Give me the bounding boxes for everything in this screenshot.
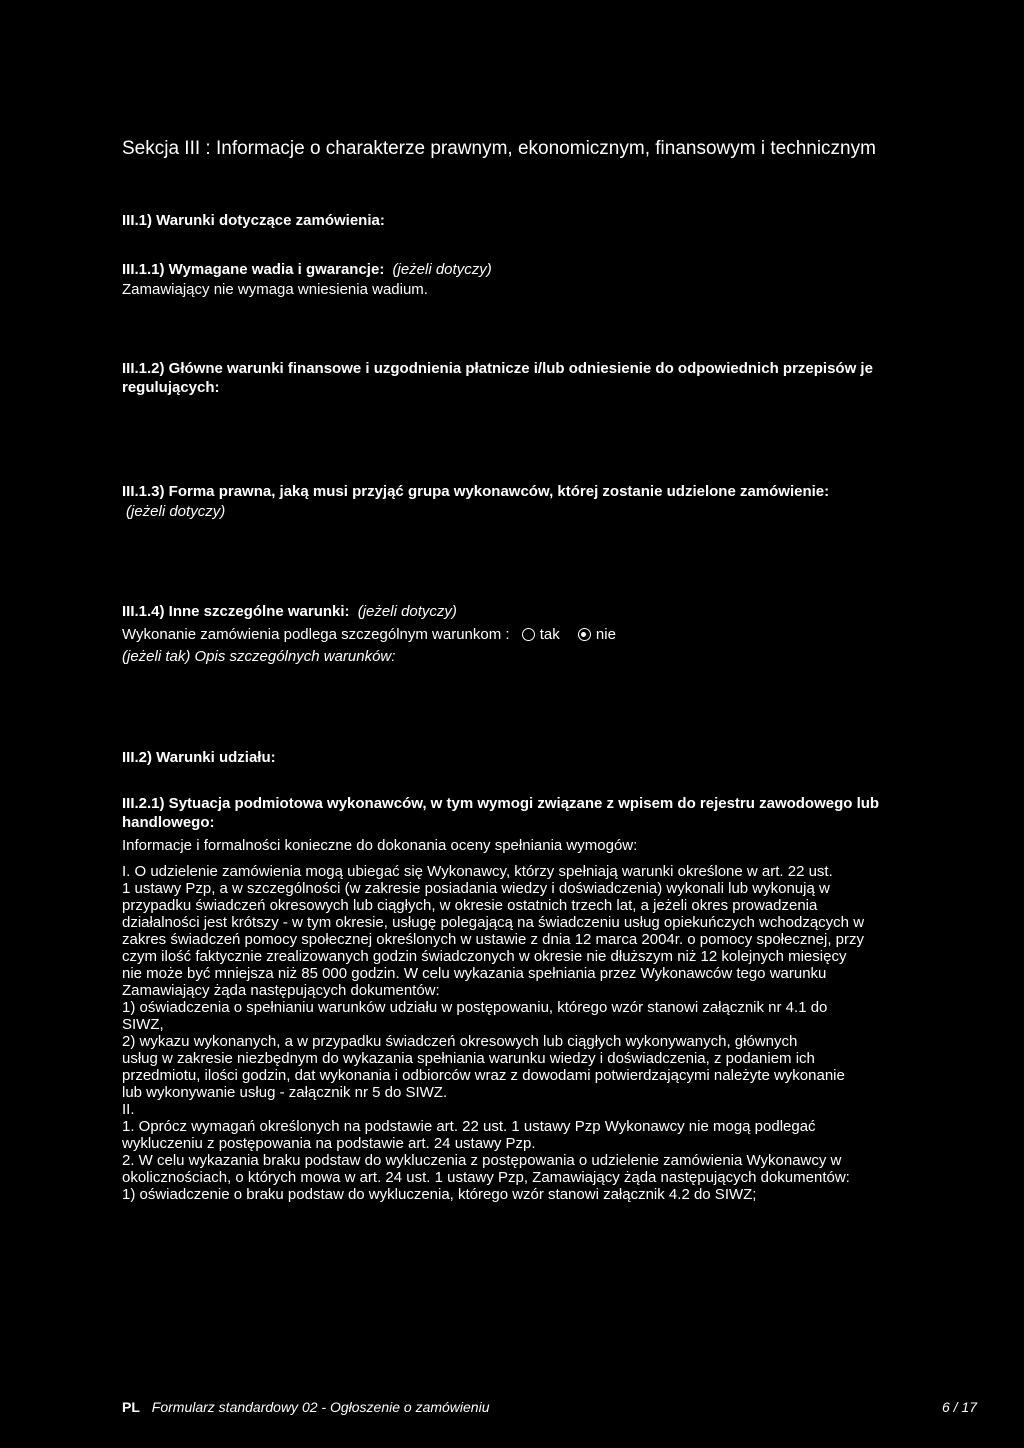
body-line: okolicznościach, o których mowa w art. 24 ust. 1 ustawy Pzp, Zamawiający żąda następujących dokumentów: xyxy=(122,1169,850,1186)
footer-form-name: Formularz standardowy 02 - Ogłoszenie o zamówieniu xyxy=(151,1399,490,1415)
body-line: działalności jest krótszy - w tym okresie, usługę polegającą na świadczeniu usług opiekuńczych wchodzących w xyxy=(122,914,865,931)
heading-iii-1-4-note: (jeżeli dotyczy) xyxy=(357,603,457,620)
radio-option-tak[interactable] xyxy=(522,626,564,643)
body-line: 1) oświadczenia o spełnianiu warunków udziału w postępowaniu, którego wzór stanowi załącznik nr 4.1 do xyxy=(122,999,828,1016)
body-line: lub wykonywanie usług - załącznik nr 5 do SIWZ. xyxy=(122,1084,448,1101)
body-line: SIWZ, xyxy=(122,1016,164,1033)
body-line: 1 ustawy Pzp, a w szczególności (w zakresie posiadania wiedzy i doświadczenia) wykonali lub wykonują w xyxy=(122,880,830,897)
special-conditions-row xyxy=(122,625,822,644)
heading-iii-2: III.2) Warunki udziału: xyxy=(122,749,276,766)
body-line: Zamawiający żąda następujących dokumentów: xyxy=(122,982,440,999)
heading-iii-1-3: III.1.3) Forma prawna, jaką musi przyjąć grupa wykonawców, której zostanie udzielone zamówienie: xyxy=(122,483,830,500)
heading-iii-1-3-note: (jeżeli dotyczy) xyxy=(126,503,226,520)
radio-label-nie: nie xyxy=(595,626,616,643)
body-line: 1) oświadczenie o braku podstaw do wykluczenia, którego wzór stanowi załącznik 4.2 do SIWZ; xyxy=(122,1186,757,1203)
body-line: I. O udzielenie zamówienia mogą ubiegać się Wykonawcy, którzy spełniają warunki określone w art. 22 ust. xyxy=(122,863,833,880)
heading-iii-1-1-note: (jeżeli dotyczy) xyxy=(392,261,492,278)
body-line: usług w zakresie niezbędnym do wykazania spełniania warunku wiedzy i doświadczenia, z podaniem ich xyxy=(122,1050,815,1067)
radio-label-tak: tak xyxy=(539,626,560,643)
requirements-body xyxy=(122,863,982,1203)
special-conditions-question: Wykonanie zamówienia podlega szczególnym warunkom : xyxy=(122,626,510,643)
body-line: nie może być mniejsza niż 85 000 godzin. W celu wykazania spełniania przez Wykonawców tego warunku xyxy=(122,965,827,982)
radio-checked-icon[interactable] xyxy=(578,628,591,641)
heading-iii-1-4 xyxy=(122,602,902,621)
heading-iii-1-1 xyxy=(122,260,902,279)
wadium-text: Zamawiający nie wymaga wniesienia wadium. xyxy=(122,281,428,298)
radio-option-nie[interactable] xyxy=(578,626,616,643)
body-line: 2. W celu wykazania braku podstaw do wykluczenia z postępowania o udzielenie zamówienia Wykonawcy w xyxy=(122,1152,842,1169)
section-title: Sekcja III : Informacje o charakterze prawnym, ekonomicznym, finansowym i technicznym xyxy=(122,138,876,159)
body-line: przypadku świadczeń okresowych lub ciągłych, w okresie ostatnich trzech lat, a jeżeli okres prowadzenia xyxy=(122,897,818,914)
special-conditions-desc-label: (jeżeli tak) Opis szczególnych warunków: xyxy=(122,648,396,665)
body-line: II. xyxy=(122,1101,135,1118)
heading-iii-1-4-text: III.1.4) Inne szczególne warunki: xyxy=(122,603,350,620)
radio-unchecked-icon[interactable] xyxy=(522,628,535,641)
body-line: zakres świadczeń pomocy społecznej określonych w ustawie z dnia 12 marca 2004r. o pomocy społecznej, przy xyxy=(122,931,865,948)
body-line: czym ilość faktycznie zrealizowanych godzin świadczonych w okresie nie dłuższym niż 12 kolejnych miesięcy xyxy=(122,948,847,965)
footer-language: PL xyxy=(122,1399,140,1415)
heading-iii-1-2: III.1.2) Główne warunki finansowe i uzgodnienia płatnicze i/lub odniesienie do odpowiednich przepisów je regulujących: xyxy=(122,360,873,396)
footer-page-number: 6 / 17 xyxy=(941,1399,977,1415)
requirements-intro: Informacje i formalności konieczne do dokonania oceny spełniania wymogów: xyxy=(122,837,638,854)
body-line: wykluczeniu z postępowania na podstawie art. 24 ustawy Pzp. xyxy=(122,1135,536,1152)
body-line: 1. Oprócz wymagań określonych na podstawie art. 22 ust. 1 ustawy Pzp Wykonawcy nie mogą podlegać xyxy=(122,1118,816,1135)
body-line: 2) wykazu wykonanych, a w przypadku świadczeń okresowych lub ciągłych wykonywanych, głównych xyxy=(122,1033,798,1050)
heading-iii-2-1: III.2.1) Sytuacja podmiotowa wykonawców, w tym wymogi związane z wpisem do rejestru zawodowego lub handlowego: xyxy=(122,795,880,831)
heading-iii-1: III.1) Warunki dotyczące zamówienia: xyxy=(122,212,385,229)
body-line: przedmiotu, ilości godzin, dat wykonania i odbiorców wraz z dowodami potwierdzającymi należyte wykonanie xyxy=(122,1067,845,1084)
page-footer xyxy=(122,1398,977,1416)
heading-iii-1-1-text: III.1.1) Wymagane wadia i gwarancje: xyxy=(122,261,385,278)
